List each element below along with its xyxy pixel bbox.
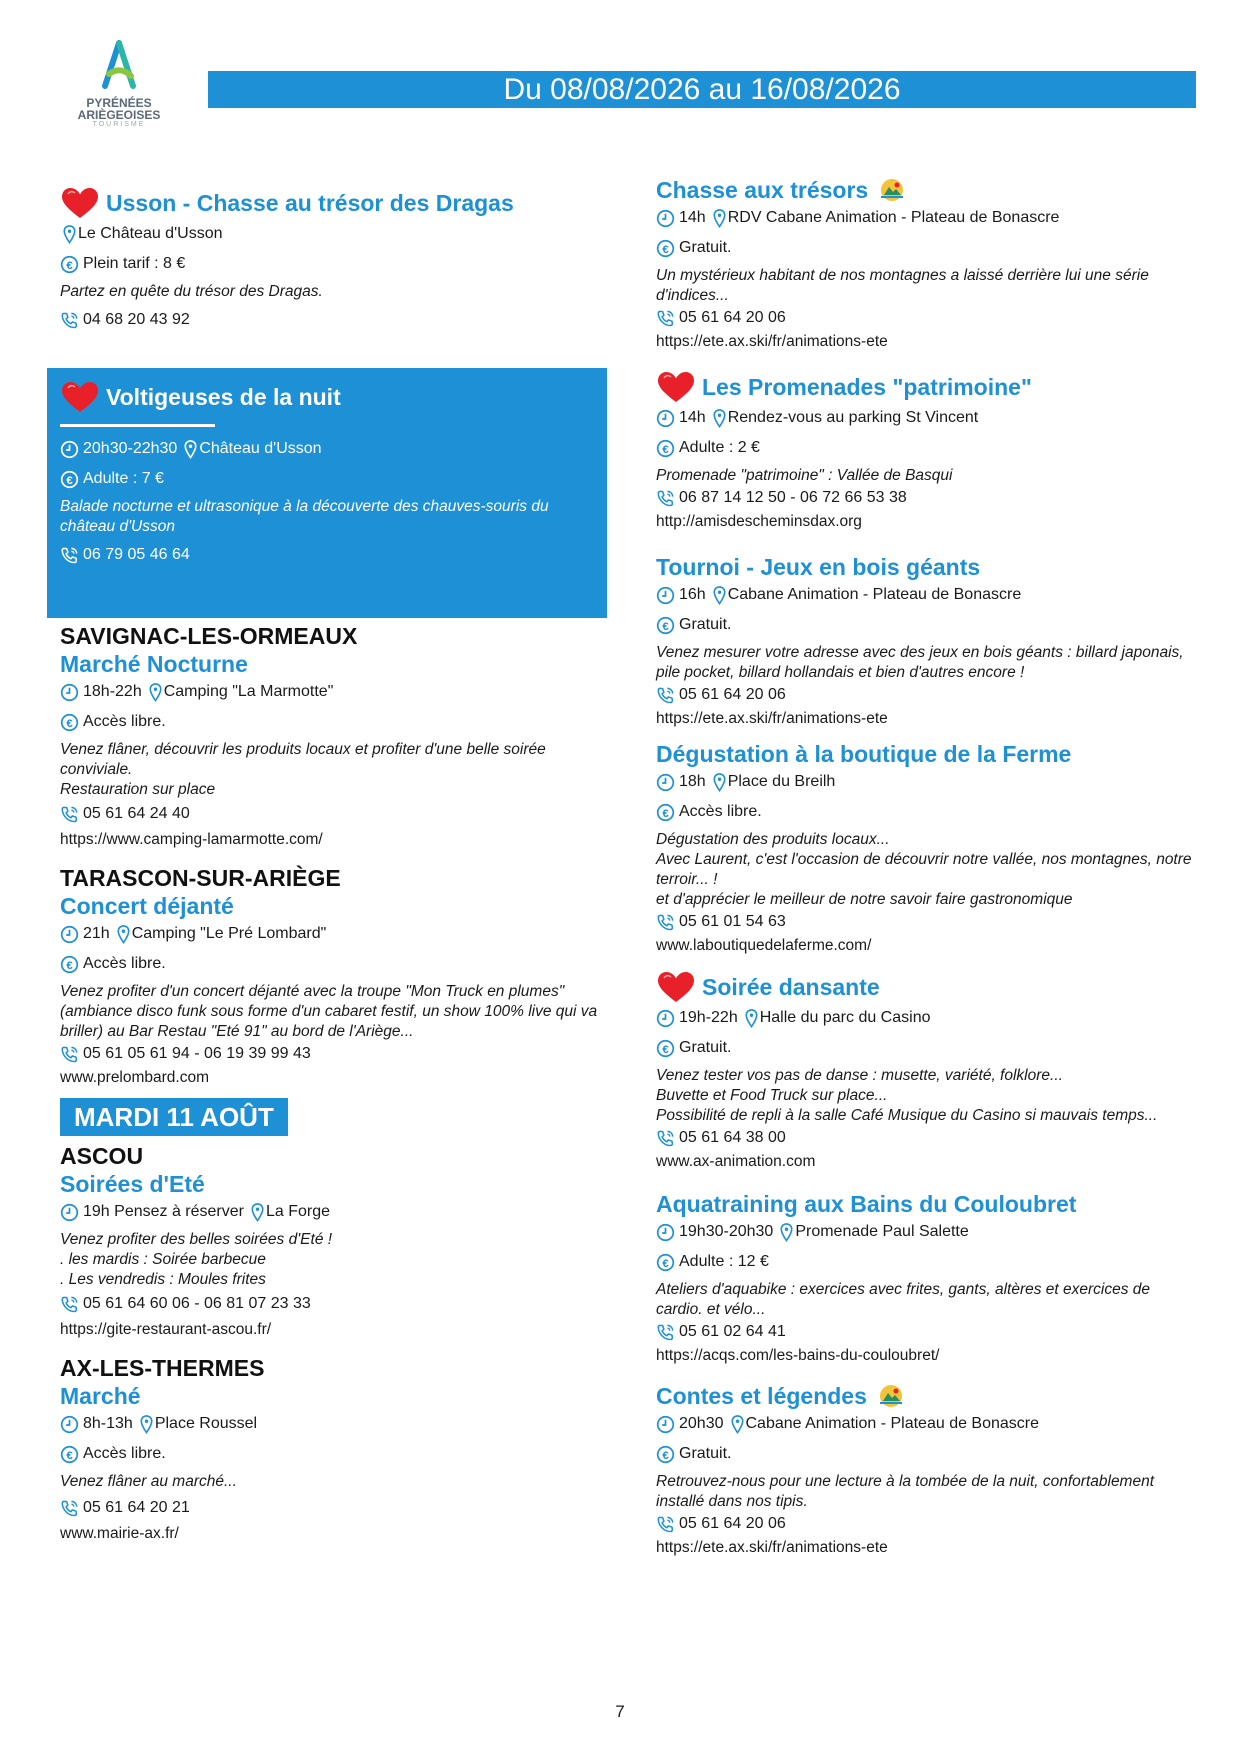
heart-icon [60,380,100,414]
clock-icon [60,1415,79,1434]
location-pin-icon [248,1203,262,1222]
clock-icon [60,440,79,459]
event-phone: 05 61 64 20 06 [679,1515,786,1532]
location-pin-icon [710,586,724,605]
town-name: AX-LES-THERMES [60,1355,265,1381]
clock-icon [656,209,675,228]
event-time: 19h-22h [679,1009,738,1026]
euro-icon [656,803,675,822]
title-divider [60,424,215,427]
event-description-line3: Possibilité de repli à la salle Café Musique du Casino si mauvais temps... [656,1107,1158,1124]
page-number: 7 [615,1702,625,1721]
event-time: 14h [679,409,706,426]
event-phone: 05 61 01 54 63 [679,913,786,930]
event-phone: 04 68 20 43 92 [83,311,190,328]
event-price: Accès libre. [679,803,762,820]
event-location: Place du Breilh [727,773,836,790]
phone-icon [60,1499,79,1518]
event-voltigeuses [60,380,600,565]
event-description-line2: Buvette et Food Truck sur place... [656,1087,888,1104]
event-time: 16h [679,586,706,603]
event-url[interactable]: www.laboutiquedelaferme.com/ [656,937,872,954]
event-url[interactable]: https://gite-restaurant-ascou.fr/ [60,1321,272,1338]
location-pin-icon [728,1415,742,1434]
event-price: Gratuit. [679,616,732,633]
phone-icon [60,1045,79,1064]
event-price: Accès libre. [83,1445,166,1462]
event-title: Concert déjanté [60,893,234,919]
event-description-line3: . Les vendredis : Moules frites [60,1271,266,1288]
euro-icon [60,1445,79,1464]
event-title: Aquatraining aux Bains du Couloubret [656,1191,1077,1217]
logo-line2: ARIÈGEOISES [77,108,161,122]
event-title: Usson - Chasse au trésor des Dragas [106,190,514,216]
phone-icon [656,489,675,508]
event-description: Venez profiter d'un concert déjanté avec la troupe "Mon Truck en plumes" (ambiance disco funk sous forme d'un cabaret festif, un show 100% live qui va briller) au Bar Restau "Eté 91" au bord de l'Ariège... [60,983,598,1040]
event-location: Halle du parc du Casino [759,1009,931,1026]
phone-icon [60,311,79,330]
heart-icon [656,370,696,404]
event-description-line3: et d'apprécier le meilleur de notre savoir faire gastronomique [656,891,1073,908]
event-time: 20h30-22h30 [83,440,178,457]
event-location: Promenade Paul Salette [795,1223,969,1240]
event-time: 18h-22h [83,683,142,700]
day-heading [60,1098,600,1136]
event-tarascon [60,864,600,1088]
event-title: Voltigeuses de la nuit [106,384,341,410]
event-time: 21h [83,925,110,942]
phone-icon [60,805,79,824]
event-time: 18h [679,773,706,790]
event-phone: 05 61 64 20 06 [679,309,786,326]
event-title: Marché [60,1383,141,1409]
clock-icon [60,683,79,702]
event-savignac [60,622,600,850]
logo-line3: TOURISME [92,121,146,128]
phone-icon [656,686,675,705]
event-url[interactable]: http://amisdescheminsdax.org [656,513,862,530]
phone-icon [656,309,675,328]
phone-icon [60,546,79,565]
event-price: Adulte : 2 € [679,439,760,456]
euro-icon [656,1253,675,1272]
event-title: Marché Nocturne [60,651,248,677]
event-description: Dégustation des produits locaux... [656,831,890,848]
event-location: La Forge [265,1203,331,1220]
location-pin-icon [777,1223,791,1242]
location-pin-icon [146,683,160,702]
event-phone: 05 61 64 20 21 [83,1499,190,1516]
event-title: Soirée dansante [702,974,880,1000]
logo [74,40,164,128]
event-time: 14h [679,209,706,226]
clock-icon [656,586,675,605]
event-price: Adulte : 12 € [679,1253,769,1270]
location-pin-icon [710,773,724,792]
event-description: Venez tester vos pas de danse : musette, variété, folklore... [656,1067,1063,1084]
location-pin-icon [137,1415,151,1434]
logo-line1: PYRÉNÉES [86,96,152,110]
town-name: SAVIGNAC-LES-ORMEAUX [60,623,358,649]
event-url[interactable]: https://ete.ax.ski/fr/animations-ete [656,710,888,727]
clock-icon [60,925,79,944]
event-title: Soirées d'Eté [60,1171,205,1197]
phone-icon [60,1295,79,1314]
event-description: Venez profiter des belles soirées d'Eté ! [60,1231,333,1248]
event-time: 19h30-20h30 [679,1223,774,1240]
euro-icon [656,1039,675,1058]
event-price: Accès libre. [83,713,166,730]
event-location: Château d'Usson [199,440,322,457]
event-phone: 05 61 02 64 41 [679,1323,786,1340]
kids-activity-icon [878,177,906,203]
town-name: TARASCON-SUR-ARIÈGE [60,865,341,891]
event-time: 19h Pensez à réserver [83,1203,244,1220]
event-phone: 05 61 64 24 40 [83,805,190,822]
event-price: Gratuit. [679,1445,732,1462]
event-description: Retrouvez-nous pour une lecture à la tombée de la nuit, confortablement installé dans nos tipis. [656,1473,1155,1510]
event-description: Venez flâner au marché... [60,1473,237,1490]
phone-icon [656,1515,675,1534]
event-price: Accès libre. [83,955,166,972]
event-time: 8h-13h [83,1415,133,1432]
event-url[interactable]: www.prelombard.com [60,1069,210,1086]
event-description: Venez mesurer votre adresse avec des jeux en bois géants : billard japonais, pile pocket, billard hollandais et bien d'autres encore ! [656,644,1184,681]
location-pin-icon [60,225,74,244]
event-url[interactable]: https://www.camping-lamarmotte.com/ [60,831,323,848]
event-url[interactable]: https://ete.ax.ski/fr/animations-ete [656,1539,888,1556]
event-location: Cabane Animation - Plateau de Bonascre [727,586,1022,603]
euro-icon [60,470,79,489]
event-description-extra: Restauration sur place [60,781,216,798]
euro-icon [656,439,675,458]
event-description: Ateliers d'aquabike : exercices avec frites, gants, altères et exercices de cardio. et vélo... [656,1281,1151,1318]
event-title: Chasse aux trésors [656,177,869,203]
event-ascou [60,1142,600,1340]
event-url[interactable]: https://ete.ax.ski/fr/animations-ete [656,333,888,350]
event-url[interactable]: www.mairie-ax.fr/ [60,1525,179,1542]
kids-activity-icon [877,1383,905,1409]
event-description: Balade nocturne et ultrasonique à la découverte des chauves-souris du château d'Usson [60,498,549,535]
location-pin-icon [742,1009,756,1028]
logo-mark-icon [99,40,139,92]
event-chasse-tresors [656,176,1196,352]
event-price: Adulte : 7 € [83,470,164,487]
euro-icon [656,239,675,258]
event-ax-marche [60,1354,600,1544]
location-pin-icon [114,925,128,944]
event-contes [656,1382,1196,1558]
phone-icon [656,1129,675,1148]
event-usson-chasse [60,186,600,330]
event-location: Rendez-vous au parking St Vincent [727,409,979,426]
euro-icon [60,713,79,732]
event-phone: 05 61 64 60 06 - 06 81 07 23 33 [83,1295,311,1312]
event-description: Promenade "patrimoine" : Vallée de Basqui [656,467,953,484]
event-url[interactable]: https://acqs.com/les-bains-du-couloubret/ [656,1347,940,1364]
date-range-banner: Du 08/08/2026 au 16/08/2026 [208,71,1196,108]
event-description-line2: Avec Laurent, c'est l'occasion de découvrir notre vallée, nos montagnes, notre terroir... ! [656,851,1192,888]
event-title: Les Promenades "patrimoine" [702,374,1032,400]
location-pin-icon [181,440,195,459]
heart-icon [656,970,696,1004]
event-description: Partez en quête du trésor des Dragas. [60,283,323,300]
euro-icon [60,255,79,274]
phone-icon [656,1323,675,1342]
clock-icon [656,773,675,792]
clock-icon [656,1009,675,1028]
event-title: Tournoi - Jeux en bois géants [656,554,981,580]
euro-icon [656,616,675,635]
event-phone: 05 61 64 38 00 [679,1129,786,1146]
event-phone: 06 87 14 12 50 - 06 72 66 53 38 [679,489,907,506]
event-phone: 05 61 64 20 06 [679,686,786,703]
event-location: Camping "Le Pré Lombard" [131,925,327,942]
event-description: Un mystérieux habitant de nos montagnes a laissé derrière lui une série d'indices... [656,267,1149,304]
event-price: Gratuit. [679,239,732,256]
euro-icon [60,955,79,974]
event-location: RDV Cabane Animation - Plateau de Bonascre [727,209,1060,226]
event-aquatraining [656,1190,1196,1366]
clock-icon [656,1415,675,1434]
event-location: Place Roussel [154,1415,258,1432]
event-title: Dégustation à la boutique de la Ferme [656,741,1072,767]
event-price: Gratuit. [679,1039,732,1056]
euro-icon [656,1445,675,1464]
event-degustation [656,740,1196,956]
clock-icon [656,409,675,428]
event-location: Le Château d'Usson [78,225,223,242]
event-location: Cabane Animation - Plateau de Bonascre [745,1415,1040,1432]
event-tournoi [656,553,1196,729]
event-time: 20h30 [679,1415,724,1432]
clock-icon [60,1203,79,1222]
event-description: Venez flâner, découvrir les produits locaux et profiter d'une belle soirée conviviale. [60,741,546,778]
location-pin-icon [710,209,724,228]
event-promenades [656,370,1196,532]
location-pin-icon [710,409,724,428]
event-phone: 05 61 05 61 94 - 06 19 39 99 43 [83,1045,311,1062]
heart-icon [60,186,100,220]
event-location: Camping "La Marmotte" [163,683,334,700]
event-soiree-dansante [656,970,1196,1172]
phone-icon [656,913,675,932]
town-name: ASCOU [60,1143,144,1169]
event-price: Plein tarif : 8 € [83,255,186,272]
event-title: Contes et légendes [656,1383,867,1409]
clock-icon [656,1223,675,1242]
event-description-line2: . les mardis : Soirée barbecue [60,1251,266,1268]
event-phone: 06 79 05 46 64 [83,546,190,563]
day-label: MARDI 11 AOÛT [60,1098,288,1136]
event-url[interactable]: www.ax-animation.com [656,1153,816,1170]
